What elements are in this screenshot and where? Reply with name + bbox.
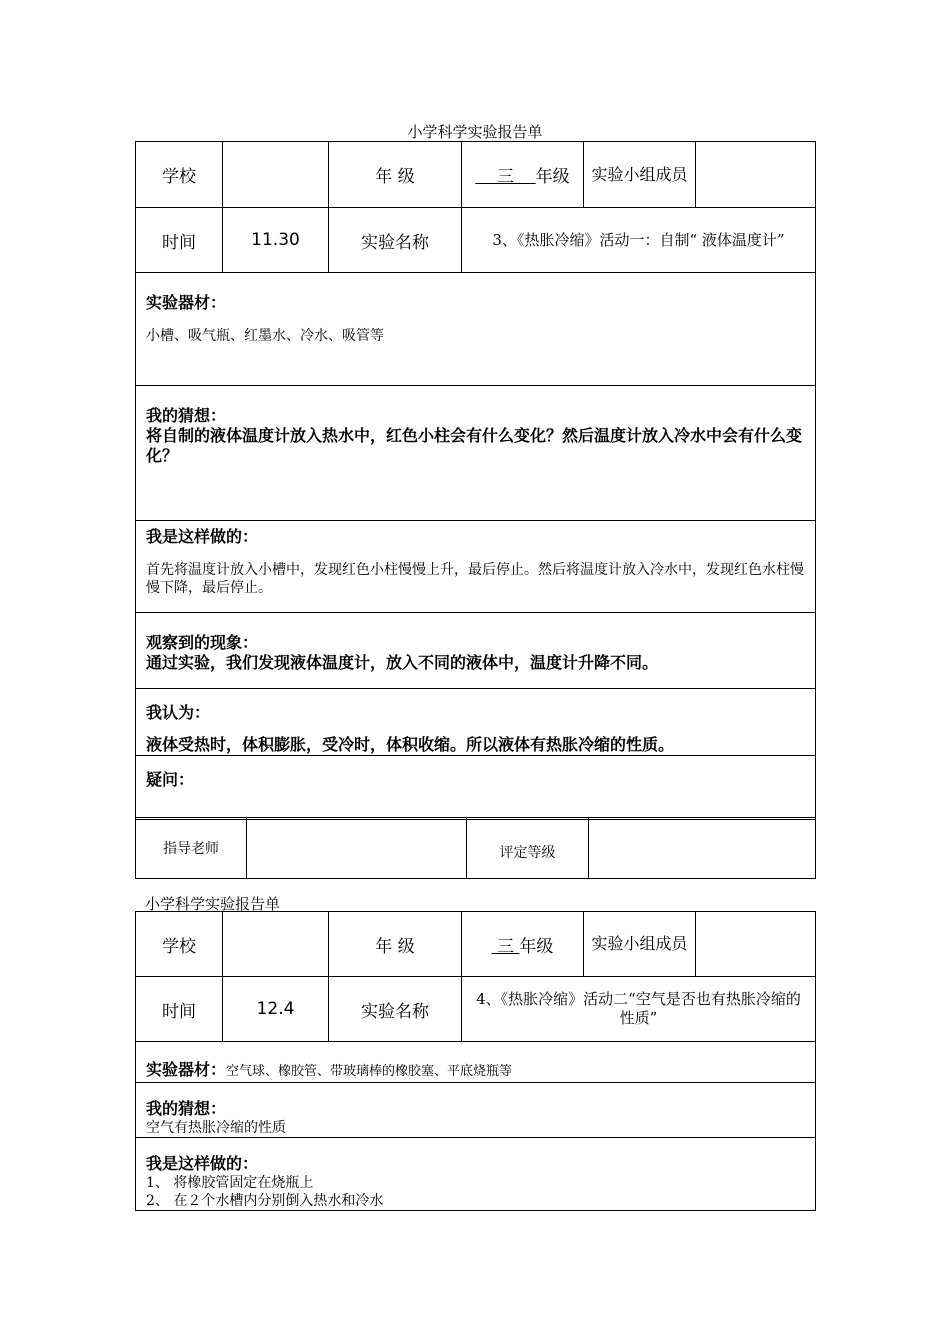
teacher-label: 指导老师 [136,818,247,879]
materials-text: 空气球、橡胶管、带玻璃棒的橡胶塞、平底烧瓶等 [226,1064,513,1079]
method-section [136,521,816,613]
experiment-name-value[interactable]: 4、《热胀冷缩》活动二“空气是否也有热胀冷缩的性质” [462,977,816,1042]
time-label: 时间 [136,977,223,1042]
members-label: 实验小组成员 [584,912,696,977]
form1-footer-table [135,817,816,879]
members-value[interactable] [696,912,816,977]
time-value[interactable]: 12.4 [223,977,329,1042]
form1-table [135,141,816,820]
form1-title: 小学科学实验报告单 [407,123,543,141]
method-section [136,1138,816,1211]
materials-heading: 实验器材： [146,293,227,312]
grade-suffix: 年级 [535,167,570,187]
grade-suffix: 年级 [519,936,554,957]
question-section [136,756,816,820]
rating-value[interactable] [589,818,816,879]
teacher-value[interactable] [247,818,467,879]
grade-value: 三 [497,936,514,957]
think-section [136,689,816,756]
guess-heading: 我的猜想： [146,406,227,425]
method-step: 1、 将橡胶管固定在烧瓶上 [146,1175,314,1191]
grade-label: 年 级 [329,142,462,208]
experiment-name-value[interactable]: 3、《热胀冷缩》活动一：自制“ 液体温度计” [462,208,816,273]
think-heading: 我认为： [146,703,211,722]
method-text: 首先将温度计放入小槽中，发现红色小柱慢慢上升，最后停止。然后将温度计放入冷水中，发现红色水柱慢慢下降，最后停止。 [146,562,804,596]
grade-value-cell[interactable] [462,142,584,208]
time-label: 时间 [136,208,223,273]
materials-section [136,1042,816,1083]
grade-value: 三 [497,167,514,187]
method-heading: 我是这样做的： [146,1154,259,1173]
rating-label: 评定等级 [467,818,589,879]
method-step: 2、 在２个水槽内分别倒入热水和冷水 [146,1193,384,1209]
materials-section [136,273,816,386]
grade-value-cell[interactable] [462,912,584,977]
school-label: 学校 [136,912,223,977]
form2-table [135,911,816,1211]
time-value[interactable]: 11.30 [223,208,329,273]
method-heading: 我是这样做的： [146,527,259,546]
school-value[interactable] [223,912,329,977]
school-label: 学校 [136,142,223,208]
experiment-name-label: 实验名称 [329,977,462,1042]
guess-heading: 我的猜想： [146,1099,227,1118]
members-value[interactable] [696,142,816,208]
materials-text: 小槽、吸气瓶、红墨水、冷水、吸管等 [146,328,384,344]
grade-label: 年 级 [329,912,462,977]
materials-heading: 实验器材： [146,1060,227,1079]
school-value[interactable] [223,142,329,208]
observe-text: 通过实验，我们发现液体温度计，放入不同的液体中，温度计升降不同。 [146,653,659,672]
observe-section [136,613,816,689]
members-label: 实验小组成员 [584,142,696,208]
question-heading: 疑问： [146,770,195,789]
guess-section [136,1083,816,1138]
experiment-name-label: 实验名称 [329,208,462,273]
guess-section [136,386,816,521]
observe-heading: 观察到的现象： [146,633,259,652]
guess-text: 将自制的液体温度计放入热水中，红色小柱会有什么变化？然后温度计放入冷水中会有什么变化？ [146,426,803,465]
form2-title: 小学科学实验报告单 [145,895,281,913]
guess-text: 空气有热胀冷缩的性质 [146,1120,286,1136]
think-text: 液体受热时，体积膨胀，受冷时，体积收缩。所以液体有热胀冷缩的性质。 [146,735,675,754]
